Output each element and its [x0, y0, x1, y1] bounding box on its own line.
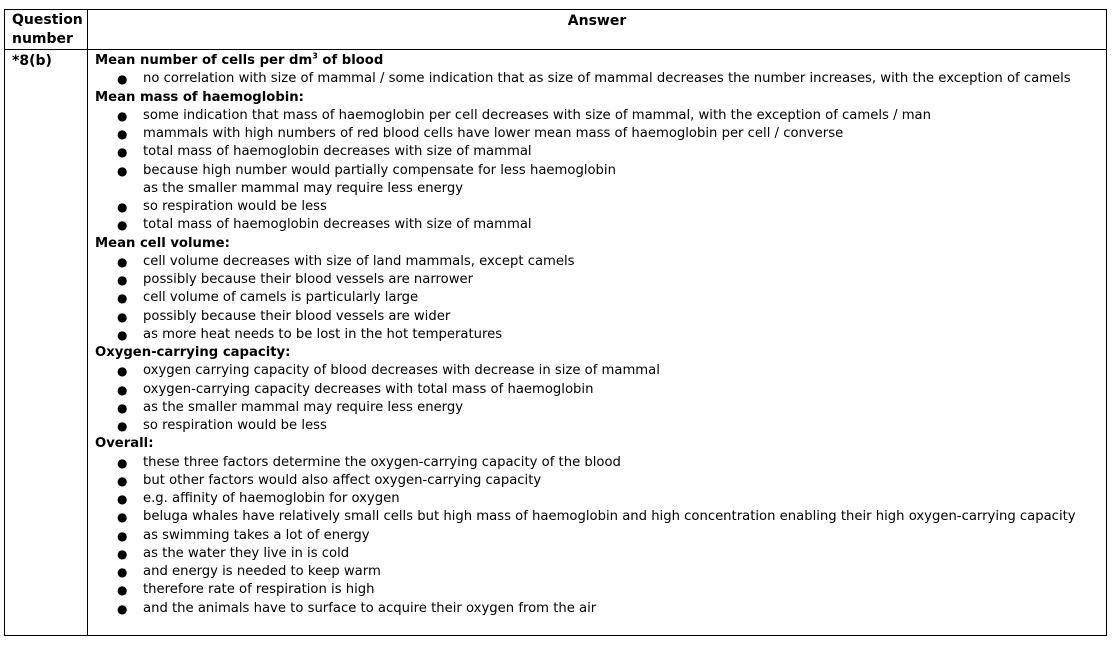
bullet-icon: ● [117, 127, 128, 141]
point-text: total mass of haemoglobin decreases with size of mammal [143, 144, 532, 160]
point-text: these three factors determine the oxygen-carrying capacity of the blood [143, 454, 621, 470]
bullet-list [95, 454, 1106, 618]
point-text: oxygen carrying capacity of blood decreases with decrease in size of mammal [143, 363, 660, 379]
bullet-list [95, 107, 1106, 235]
answer-sections [95, 52, 1106, 618]
question-header-line2: number [12, 31, 73, 47]
bullet-point [95, 417, 1106, 435]
bullet-icon: ● [117, 419, 128, 433]
bullet-icon: ● [117, 163, 128, 178]
bullet-icon: ● [117, 382, 128, 397]
answer-header: Answer [88, 10, 1107, 50]
bullet-point [95, 508, 1106, 526]
point-text: as the smaller mammal may require less energy [143, 399, 464, 415]
bullet-icon: ● [117, 254, 128, 269]
bullet-icon: ● [117, 327, 128, 342]
bullet-icon: ● [117, 108, 128, 123]
question-header-line1: Question [12, 12, 83, 28]
bullet-icon: ● [117, 291, 128, 306]
bullet-icon: ● [117, 218, 128, 233]
point-text: as the water they live in is cold [143, 545, 350, 561]
bullet-point [95, 600, 1106, 618]
point-text: because high number would partially compensate for less haemoglobin [143, 162, 616, 178]
section-heading-superscript: 3 [312, 51, 318, 61]
section-heading-text: Mean number of cells per dm [95, 53, 313, 68]
section-heading-suffix: of blood [317, 53, 384, 68]
point-text: e.g. affinity of haemoglobin for oxygen [143, 491, 400, 506]
bullet-point [95, 381, 1106, 399]
point-text: some indication that mass of haemoglobin per cell decreases with size of mammal, with the exception of camels / man [143, 107, 931, 123]
bullet-point [95, 563, 1106, 581]
bullet-point [95, 253, 1106, 271]
bullet-icon: ● [117, 583, 128, 598]
section-heading-text: Overall: [95, 436, 154, 452]
bullet-point [95, 545, 1106, 563]
bullet-point [95, 308, 1106, 326]
bullet-point [95, 271, 1106, 289]
bullet-point [95, 216, 1106, 234]
question-number: *8(b) [5, 50, 88, 636]
point-text: as the smaller mammal may require less energy [143, 180, 464, 196]
bullet-point [95, 527, 1106, 545]
section-heading [95, 235, 1106, 253]
bullet-list [95, 253, 1106, 344]
point-text: so respiration would be less [143, 199, 327, 214]
bullet-point [95, 326, 1106, 344]
continuation-line [95, 180, 1106, 198]
answer-row [5, 50, 1107, 636]
mark-scheme-table [4, 9, 1107, 636]
bullet-icon: ● [117, 72, 128, 87]
bullet-icon: ● [117, 492, 128, 506]
bullet-icon: ● [117, 200, 128, 214]
point-text: beluga whales have relatively small cells but high mass of haemoglobin and high concentration enabling their high oxygen-carrying capacity [143, 509, 1076, 525]
point-text: oxygen-carrying capacity decreases with total mass of haemoglobin [143, 381, 594, 397]
bullet-point [95, 162, 1106, 180]
section-heading [95, 52, 1106, 70]
bullet-icon: ● [117, 473, 128, 488]
point-text: mammals with high numbers of red blood cells have lower mean mass of haemoglobin per cell / converse [143, 126, 844, 141]
bullet-icon: ● [117, 510, 128, 525]
answer-cell [88, 50, 1107, 636]
point-text: as more heat needs to be lost in the hot temperatures [143, 326, 503, 342]
bullet-point [95, 490, 1106, 508]
question-number-header [5, 10, 88, 50]
point-text: cell volume of camels is particularly large [143, 290, 419, 306]
point-text: total mass of haemoglobin decreases with size of mammal [143, 217, 532, 233]
point-text: possibly because their blood vessels are narrower [143, 272, 474, 287]
bullet-point [95, 143, 1106, 161]
section-heading [95, 435, 1106, 453]
point-text: no correlation with size of mammal / some indication that as size of mammal decreases the number increases, with the exception of camels [143, 71, 1071, 87]
bullet-point [95, 472, 1106, 490]
bullet-point [95, 198, 1106, 216]
point-text: therefore rate of respiration is high [143, 582, 375, 598]
point-text: cell volume decreases with size of land mammals, except camels [143, 253, 575, 269]
bullet-icon: ● [117, 364, 128, 379]
bullet-point [95, 289, 1106, 307]
bullet-icon: ● [117, 273, 128, 287]
bullet-icon: ● [117, 528, 128, 543]
bullet-icon: ● [117, 309, 128, 324]
bullet-point [95, 70, 1106, 88]
section-heading-text: Oxygen-carrying capacity: [95, 345, 291, 360]
point-text: possibly because their blood vessels are wider [143, 308, 451, 324]
bullet-point [95, 107, 1106, 125]
header-row [5, 10, 1107, 50]
bullet-point [95, 362, 1106, 380]
point-text: but other factors would also affect oxygen-carrying capacity [143, 472, 542, 488]
bullet-point [95, 125, 1106, 143]
bullet-point [95, 581, 1106, 599]
bullet-icon: ● [117, 546, 128, 561]
section-heading [95, 344, 1106, 362]
bullet-icon: ● [117, 455, 128, 470]
point-text: as swimming takes a lot of energy [143, 527, 370, 543]
point-text: and energy is needed to keep warm [143, 564, 381, 579]
point-text: and the animals have to surface to acquire their oxygen from the air [143, 600, 597, 616]
section-heading [95, 89, 1106, 107]
bullet-point [95, 399, 1106, 417]
bullet-icon: ● [117, 145, 128, 160]
bullet-point [95, 454, 1106, 472]
bullet-icon: ● [117, 400, 128, 415]
bullet-list [95, 362, 1106, 435]
bullet-icon: ● [117, 565, 128, 579]
bullet-list [95, 70, 1106, 88]
section-heading-text: Mean mass of haemoglobin: [95, 89, 304, 105]
section-heading-text: Mean cell volume: [95, 235, 230, 251]
bullet-icon: ● [117, 601, 128, 616]
point-text: so respiration would be less [143, 418, 327, 433]
